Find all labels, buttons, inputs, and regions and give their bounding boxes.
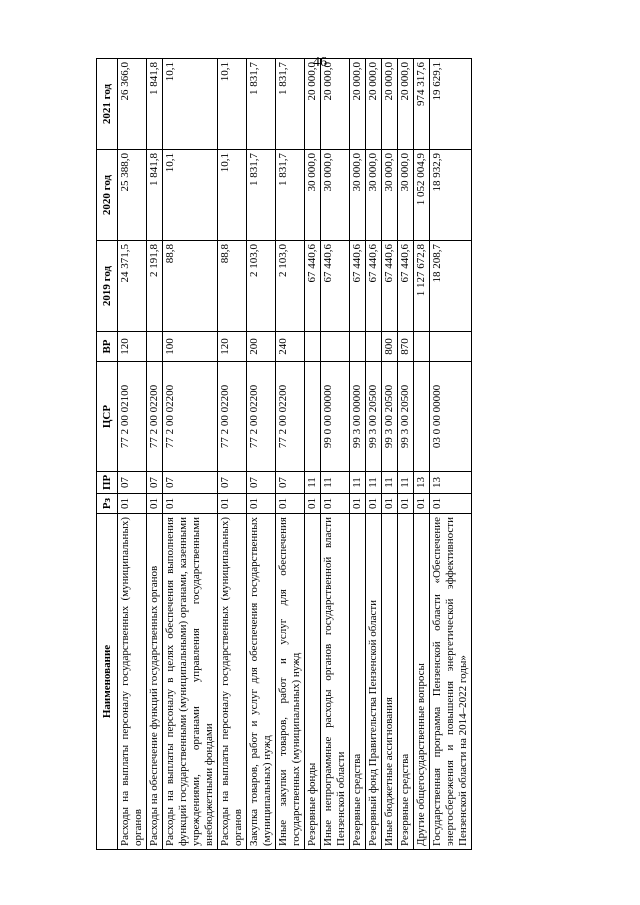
row-2021-cell: 1 831,7 (276, 59, 305, 150)
row-pr-cell: 11 (350, 472, 366, 494)
budget-table (96, 58, 472, 850)
row-2019-cell: 67 440,6 (398, 241, 414, 332)
row-pr-cell: 07 (218, 472, 247, 494)
row-2019-cell: 18 208,7 (430, 241, 472, 332)
row-name-cell: Расходы на выплаты персоналу государственных (муниципальных) органов (118, 514, 147, 850)
table-row (218, 59, 247, 850)
row-pr-cell: 13 (430, 472, 472, 494)
row-rz-cell: 01 (276, 494, 305, 514)
table-row (414, 59, 430, 850)
row-2019-cell: 67 440,6 (305, 241, 321, 332)
row-csr-cell: 77 2 00 02200 (276, 362, 305, 472)
row-pr-cell: 11 (366, 472, 382, 494)
row-2020-cell: 10,1 (163, 150, 218, 241)
row-2020-cell: 30 000,0 (366, 150, 382, 241)
row-name-cell: Государственная программа Пензенской области «Обеспечение энергосбережения и повышения энергетической эффективности Пензенской области на 2014–2022 годы» (430, 514, 472, 850)
row-rz-cell: 01 (350, 494, 366, 514)
row-2020-cell: 30 000,0 (321, 150, 350, 241)
row-pr-cell: 07 (247, 472, 276, 494)
row-rz-cell: 01 (163, 494, 218, 514)
row-2019-cell: 67 440,6 (382, 241, 398, 332)
row-2021-cell: 20 000,0 (321, 59, 350, 150)
row-2019-cell: 88,8 (218, 241, 247, 332)
row-2020-cell: 10,1 (218, 150, 247, 241)
table-header-row (97, 59, 118, 850)
row-csr-cell: 77 2 00 02200 (247, 362, 276, 472)
row-vr-cell: 870 (398, 332, 414, 362)
row-vr-cell (430, 332, 472, 362)
row-2020-cell: 1 052 004,9 (414, 150, 430, 241)
table-row (430, 59, 472, 850)
row-name-cell: Резервные средства (350, 514, 366, 850)
row-2020-cell: 1 831,7 (247, 150, 276, 241)
header-rz: Рз (97, 494, 118, 514)
page-number: 46 (313, 55, 327, 70)
row-rz-cell: 01 (147, 494, 163, 514)
row-name-cell: Другие общегосударственные вопросы (414, 514, 430, 850)
row-rz-cell: 01 (321, 494, 350, 514)
row-csr-cell: 77 2 00 02100 (118, 362, 147, 472)
table-row (398, 59, 414, 850)
row-name-cell: Иные закупки товаров, работ и услуг для обеспечения государственных (муниципальных) нужд (276, 514, 305, 850)
row-vr-cell (305, 332, 321, 362)
row-pr-cell: 07 (163, 472, 218, 494)
row-vr-cell: 800 (382, 332, 398, 362)
row-2020-cell: 30 000,0 (305, 150, 321, 241)
table-row (305, 59, 321, 850)
row-2020-cell: 30 000,0 (382, 150, 398, 241)
row-2019-cell: 88,8 (163, 241, 218, 332)
header-2019: 2019 год (97, 241, 118, 332)
row-2020-cell: 30 000,0 (398, 150, 414, 241)
row-name-cell: Иные бюджетные ассигнования (382, 514, 398, 850)
row-vr-cell (321, 332, 350, 362)
row-pr-cell: 07 (118, 472, 147, 494)
table-row (247, 59, 276, 850)
row-vr-cell (366, 332, 382, 362)
row-name-cell: Расходы на выплаты персоналу в целях обеспечения выполнения функций государственными (муниципальными) органами, казенными учреждениями, органами управления государственными внебюджетными фондами (163, 514, 218, 850)
row-2020-cell: 1 841,8 (147, 150, 163, 241)
row-pr-cell: 07 (147, 472, 163, 494)
row-2019-cell: 1 127 672,8 (414, 241, 430, 332)
header-name: Наименование (97, 514, 118, 850)
row-2019-cell: 67 440,6 (350, 241, 366, 332)
row-name-cell: Резервные средства (398, 514, 414, 850)
row-2019-cell: 67 440,6 (366, 241, 382, 332)
row-2021-cell: 10,1 (163, 59, 218, 150)
header-csr: ЦСР (97, 362, 118, 472)
rotated-table-container (96, 59, 480, 850)
table-body (118, 59, 472, 850)
row-csr-cell: 99 3 00 00000 (350, 362, 366, 472)
row-pr-cell: 11 (382, 472, 398, 494)
row-2020-cell: 18 932,9 (430, 150, 472, 241)
row-2019-cell: 24 371,5 (118, 241, 147, 332)
row-pr-cell: 11 (321, 472, 350, 494)
row-2020-cell: 30 000,0 (350, 150, 366, 241)
row-name-cell: Резервные фонды (305, 514, 321, 850)
row-2019-cell: 67 440,6 (321, 241, 350, 332)
row-2019-cell: 2 191,8 (147, 241, 163, 332)
row-name-cell: Расходы на выплаты персоналу государственных (муниципальных) органов (218, 514, 247, 850)
row-2021-cell: 20 000,0 (382, 59, 398, 150)
row-rz-cell: 01 (382, 494, 398, 514)
row-vr-cell: 200 (247, 332, 276, 362)
row-2019-cell: 2 103,0 (247, 241, 276, 332)
row-2021-cell: 19 629,1 (430, 59, 472, 150)
row-vr-cell: 240 (276, 332, 305, 362)
row-name-cell: Резервный фонд Правительства Пензенской области (366, 514, 382, 850)
row-rz-cell: 01 (118, 494, 147, 514)
header-2021: 2021 год (97, 59, 118, 150)
row-2021-cell: 1 841,8 (147, 59, 163, 150)
row-name-cell: Иные непрограммные расходы органов государственной власти Пензенской области (321, 514, 350, 850)
row-2021-cell: 20 000,0 (398, 59, 414, 150)
table-row (163, 59, 218, 850)
row-pr-cell: 13 (414, 472, 430, 494)
row-vr-cell (350, 332, 366, 362)
row-2020-cell: 25 388,0 (118, 150, 147, 241)
row-csr-cell: 99 3 00 20500 (398, 362, 414, 472)
header-pr: ПР (97, 472, 118, 494)
table-row (366, 59, 382, 850)
row-vr-cell: 100 (163, 332, 218, 362)
row-csr-cell (305, 362, 321, 472)
row-csr-cell (414, 362, 430, 472)
table-row (276, 59, 305, 850)
row-2021-cell: 1 831,7 (247, 59, 276, 150)
row-csr-cell: 99 0 00 00000 (321, 362, 350, 472)
row-csr-cell: 99 3 00 20500 (382, 362, 398, 472)
row-csr-cell: 77 2 00 02200 (218, 362, 247, 472)
table-row (321, 59, 350, 850)
row-pr-cell: 11 (398, 472, 414, 494)
row-rz-cell: 01 (218, 494, 247, 514)
row-rz-cell: 01 (414, 494, 430, 514)
row-rz-cell: 01 (430, 494, 472, 514)
row-2021-cell: 10,1 (218, 59, 247, 150)
row-2019-cell: 2 103,0 (276, 241, 305, 332)
row-name-cell: Закупка товаров, работ и услуг для обеспечения государственных (муниципальных) нужд (247, 514, 276, 850)
row-vr-cell (147, 332, 163, 362)
row-vr-cell (414, 332, 430, 362)
table-row (147, 59, 163, 850)
row-csr-cell: 03 0 00 00000 (430, 362, 472, 472)
header-2020: 2020 год (97, 150, 118, 241)
row-rz-cell: 01 (305, 494, 321, 514)
row-2020-cell: 1 831,7 (276, 150, 305, 241)
row-2021-cell: 20 000,0 (305, 59, 321, 150)
row-vr-cell: 120 (218, 332, 247, 362)
row-2021-cell: 26 366,0 (118, 59, 147, 150)
row-csr-cell: 99 3 00 20500 (366, 362, 382, 472)
row-rz-cell: 01 (247, 494, 276, 514)
row-name-cell: Расходы на обеспечение функций государственных органов (147, 514, 163, 850)
table-row (350, 59, 366, 850)
table-row (118, 59, 147, 850)
table-row (382, 59, 398, 850)
row-2021-cell: 974 317,6 (414, 59, 430, 150)
row-2021-cell: 20 000,0 (366, 59, 382, 150)
row-2021-cell: 20 000,0 (350, 59, 366, 150)
row-rz-cell: 01 (366, 494, 382, 514)
header-vr: ВР (97, 332, 118, 362)
row-rz-cell: 01 (398, 494, 414, 514)
row-vr-cell: 120 (118, 332, 147, 362)
row-csr-cell: 77 2 00 02200 (163, 362, 218, 472)
row-pr-cell: 11 (305, 472, 321, 494)
row-csr-cell: 77 2 00 02200 (147, 362, 163, 472)
row-pr-cell: 07 (276, 472, 305, 494)
